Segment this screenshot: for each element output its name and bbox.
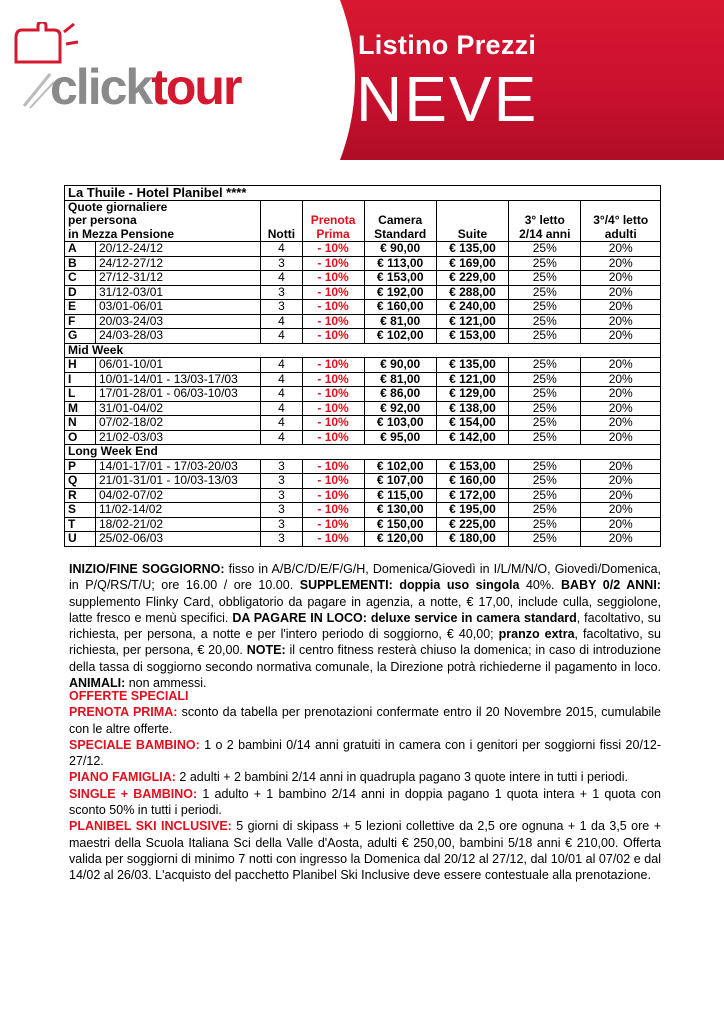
- row-camera: € 115,00: [364, 488, 436, 503]
- table-row: [65, 401, 661, 416]
- row-code: D: [65, 285, 96, 300]
- row-code: U: [65, 532, 96, 547]
- logo: [0, 0, 340, 160]
- supplementi-label: SUPPLEMENTI: doppia uso singola: [299, 578, 520, 593]
- row-camera: € 150,00: [364, 517, 436, 532]
- row-prenota: - 10%: [302, 372, 364, 387]
- table-row: [65, 517, 661, 532]
- row-dates: 24/03-28/03: [95, 329, 260, 344]
- row-suite: € 195,00: [436, 503, 508, 518]
- row-letto34: 20%: [581, 517, 661, 532]
- row-suite: € 240,00: [436, 300, 508, 315]
- row-suite: € 153,00: [436, 329, 508, 344]
- row-letto34: 20%: [581, 387, 661, 402]
- table-row: [65, 271, 661, 286]
- row-letto34: 20%: [581, 532, 661, 547]
- logo-wordmark: [50, 58, 240, 116]
- row-letto34: 20%: [581, 358, 661, 373]
- row-dates: 21/01-31/01 - 10/03-13/03: [95, 474, 260, 489]
- row-dates: 10/01-14/01 - 13/03-17/03: [95, 372, 260, 387]
- baby-label: BABY 0/2 ANNI:: [561, 578, 661, 593]
- row-letto34: 20%: [581, 271, 661, 286]
- offer-single: SINGLE + BAMBINO: 1 adulto + 1 bambino 2/14 anni in doppia pagano 1 quota intera + 1 quota con sconto 50% in tutti i periodi.: [69, 786, 661, 818]
- row-dates: 06/01-10/01: [95, 358, 260, 373]
- table-row: [65, 503, 661, 518]
- row-dates: 20/12-24/12: [95, 242, 260, 257]
- pagare-text: , facoltativo, su richiesta, per persona, a notte e per l'intero periodo di soggiorno, € 40,00;: [69, 610, 662, 642]
- row-letto34: 20%: [581, 416, 661, 431]
- row-letto34: 20%: [581, 285, 661, 300]
- hotel-name: La Thuile - Hotel Planibel ****: [65, 186, 661, 201]
- row-dates: 21/02-03/03: [95, 430, 260, 445]
- row-suite: € 288,00: [436, 285, 508, 300]
- table-header-row: [65, 200, 661, 242]
- row-notti: 3: [261, 532, 302, 547]
- row-camera: € 130,00: [364, 503, 436, 518]
- row-letto3: 25%: [509, 430, 581, 445]
- row-code: I: [65, 372, 96, 387]
- col-letto34: 3°/4° letto adulti: [581, 200, 661, 242]
- row-suite: € 172,00: [436, 488, 508, 503]
- row-notti: 3: [261, 459, 302, 474]
- row-camera: € 90,00: [364, 358, 436, 373]
- page-header: [0, 0, 724, 160]
- row-letto34: 20%: [581, 488, 661, 503]
- row-code: Q: [65, 474, 96, 489]
- row-prenota: - 10%: [302, 271, 364, 286]
- row-prenota: - 10%: [302, 242, 364, 257]
- table-row: [65, 242, 661, 257]
- table-row: [65, 532, 661, 547]
- table-row: [65, 416, 661, 431]
- row-code: E: [65, 300, 96, 315]
- row-prenota: - 10%: [302, 416, 364, 431]
- row-letto34: 20%: [581, 329, 661, 344]
- row-notti: 3: [261, 300, 302, 315]
- row-letto34: 20%: [581, 459, 661, 474]
- row-letto34: 20%: [581, 372, 661, 387]
- row-dates: 31/01-04/02: [95, 401, 260, 416]
- row-camera: € 102,00: [364, 329, 436, 344]
- header-subtitle: NEVE: [356, 63, 539, 135]
- row-prenota: - 10%: [302, 459, 364, 474]
- row-notti: 3: [261, 488, 302, 503]
- row-dates: 07/02-18/02: [95, 416, 260, 431]
- row-suite: € 169,00: [436, 256, 508, 271]
- animali-text: non ammessi.: [125, 676, 207, 691]
- row-prenota: - 10%: [302, 300, 364, 315]
- row-code: L: [65, 387, 96, 402]
- row-suite: € 121,00: [436, 314, 508, 329]
- row-prenota: - 10%: [302, 430, 364, 445]
- row-letto3: 25%: [509, 416, 581, 431]
- offer-ski: PLANIBEL SKI INCLUSIVE: 5 giorni di skipass + 5 lezioni collettive da 2,5 ore ognuna + 1 da 3,5 ore + maestri della Scuola Italiana Sci della Valle d'Aosta, adulti € 250,00, bambini 5/18 anni € 210,00. Offerta valida per soggiorni di minimo 7 notti con ingresso la Domenica dal 20/12 al 27/12, dal 10/01 al 07/02 e dal 14/02 al 26/03. L'acquisto del pacchetto Planibel Ski Inclusive deve essere contestuale alla prenotazione.: [69, 819, 661, 883]
- row-prenota: - 10%: [302, 358, 364, 373]
- row-code: F: [65, 314, 96, 329]
- row-camera: € 103,00: [364, 416, 436, 431]
- row-letto3: 25%: [509, 503, 581, 518]
- row-dates: 14/01-17/01 - 17/03-20/03: [95, 459, 260, 474]
- row-notti: 4: [261, 358, 302, 373]
- row-dates: 11/02-14/02: [95, 503, 260, 518]
- row-letto3: 25%: [509, 271, 581, 286]
- row-letto3: 25%: [509, 401, 581, 416]
- row-notti: 3: [261, 517, 302, 532]
- row-camera: € 86,00: [364, 387, 436, 402]
- price-table: [64, 185, 661, 547]
- table-row: [65, 430, 661, 445]
- row-letto3: 25%: [509, 474, 581, 489]
- table-row: [65, 474, 661, 489]
- row-letto3: 25%: [509, 285, 581, 300]
- row-letto3: 25%: [509, 488, 581, 503]
- row-prenota: - 10%: [302, 285, 364, 300]
- row-notti: 4: [261, 314, 302, 329]
- row-letto3: 25%: [509, 532, 581, 547]
- baby-text: supplemento Flinky Card, obbligatorio da pagare in agenzia, a notte, € 17,00, include culla, seggiolone, latte fresco e menù specifici.: [69, 594, 661, 625]
- row-dates: 31/12-03/01: [95, 285, 260, 300]
- group-longweekend: Long Week End: [65, 445, 661, 460]
- row-code: G: [65, 329, 96, 344]
- table-row: [65, 488, 661, 503]
- row-suite: € 225,00: [436, 517, 508, 532]
- table-row: [65, 314, 661, 329]
- row-camera: € 113,00: [364, 256, 436, 271]
- col-suite: Suite: [436, 200, 508, 242]
- offer-prenota: PRENOTA PRIMA: sconto da tabella per prenotazioni confermate entro il 20 Novembre 2015, cumulabile con le altre offerte.: [69, 705, 661, 736]
- row-suite: € 135,00: [436, 242, 508, 257]
- row-dates: 25/02-06/03: [95, 532, 260, 547]
- row-prenota: - 10%: [302, 329, 364, 344]
- row-camera: € 160,00: [364, 300, 436, 315]
- row-letto3: 25%: [509, 242, 581, 257]
- row-suite: € 135,00: [436, 358, 508, 373]
- row-code: A: [65, 242, 96, 257]
- row-camera: € 90,00: [364, 242, 436, 257]
- row-notti: 4: [261, 430, 302, 445]
- row-code: N: [65, 416, 96, 431]
- offer-bambino: SPECIALE BAMBINO: 1 o 2 bambini 0/14 anni gratuiti in camera con i genitori per soggiorni fissi 20/12-27/12.: [69, 737, 661, 769]
- row-letto34: 20%: [581, 256, 661, 271]
- row-letto3: 25%: [509, 517, 581, 532]
- col-prenota: Prenota Prima: [302, 200, 364, 242]
- col-letto3: 3° letto 2/14 anni: [509, 200, 581, 242]
- row-notti: 4: [261, 271, 302, 286]
- table-row: [65, 285, 661, 300]
- row-notti: 3: [261, 256, 302, 271]
- row-code: M: [65, 401, 96, 416]
- row-prenota: - 10%: [302, 532, 364, 547]
- row-suite: € 138,00: [436, 401, 508, 416]
- row-suite: € 229,00: [436, 271, 508, 286]
- row-code: P: [65, 459, 96, 474]
- note-text: il centro fitness resterà chiuso la domenica; in caso di introduzione della tassa di soggiorno secondo normativa comunale, la Direzione potrà richiederne il pagamento in loco.: [69, 643, 661, 674]
- row-notti: 4: [261, 372, 302, 387]
- inizio-text: fisso in A/B/C/D/E/F/G/H, Domenica/Giovedì in I/L/M/N/O, Giovedì/Domenica, in P/Q/RS/T/U; ore 16.00 / ore 10.00.: [69, 562, 661, 593]
- row-code: T: [65, 517, 96, 532]
- row-suite: € 160,00: [436, 474, 508, 489]
- row-code: S: [65, 503, 96, 518]
- row-letto3: 25%: [509, 387, 581, 402]
- row-prenota: - 10%: [302, 256, 364, 271]
- row-suite: € 180,00: [436, 532, 508, 547]
- table-row: [65, 256, 661, 271]
- table-row: [65, 459, 661, 474]
- row-dates: 27/12-31/12: [95, 271, 260, 286]
- table-row: [65, 329, 661, 344]
- row-letto34: 20%: [581, 430, 661, 445]
- pagare-label: DA PAGARE IN LOCO: deluxe service in camera standard: [232, 610, 577, 625]
- row-notti: 3: [261, 285, 302, 300]
- table-row: [65, 372, 661, 387]
- offers-title: OFFERTE SPECIALI: [69, 689, 189, 703]
- group-midweek: Mid Week: [65, 343, 661, 358]
- row-letto3: 25%: [509, 358, 581, 373]
- row-suite: € 153,00: [436, 459, 508, 474]
- row-code: H: [65, 358, 96, 373]
- supplementi-text: 40%.: [519, 578, 562, 593]
- row-camera: € 153,00: [364, 271, 436, 286]
- row-notti: 3: [261, 503, 302, 518]
- row-dates: 17/01-28/01 - 06/03-10/03: [95, 387, 260, 402]
- row-suite: € 142,00: [436, 430, 508, 445]
- row-letto3: 25%: [509, 314, 581, 329]
- row-prenota: - 10%: [302, 488, 364, 503]
- row-camera: € 81,00: [364, 372, 436, 387]
- offer-famiglia: PIANO FAMIGLIA: 2 adulti + 2 bambini 2/14 anni in quadrupla pagano 3 quote intere in tutti i periodi.: [69, 770, 629, 785]
- row-prenota: - 10%: [302, 517, 364, 532]
- row-letto34: 20%: [581, 474, 661, 489]
- logo-click: click: [50, 59, 152, 115]
- offers-section: [69, 688, 661, 884]
- notes-section: [69, 561, 661, 691]
- row-letto3: 25%: [509, 300, 581, 315]
- row-dates: 24/12-27/12: [95, 256, 260, 271]
- row-prenota: - 10%: [302, 387, 364, 402]
- row-camera: € 81,00: [364, 314, 436, 329]
- row-letto3: 25%: [509, 459, 581, 474]
- pranzo-label: pranzo extra: [498, 627, 575, 642]
- row-code: B: [65, 256, 96, 271]
- row-prenota: - 10%: [302, 401, 364, 416]
- row-camera: € 192,00: [364, 285, 436, 300]
- header-title: Listino Prezzi: [358, 30, 537, 60]
- row-code: O: [65, 430, 96, 445]
- row-camera: € 107,00: [364, 474, 436, 489]
- row-camera: € 120,00: [364, 532, 436, 547]
- row-notti: 4: [261, 387, 302, 402]
- row-letto3: 25%: [509, 372, 581, 387]
- col-notti: Notti: [261, 200, 302, 242]
- row-dates: 03/01-06/01: [95, 300, 260, 315]
- table-row: [65, 358, 661, 373]
- row-letto34: 20%: [581, 314, 661, 329]
- row-notti: 4: [261, 329, 302, 344]
- row-suite: € 129,00: [436, 387, 508, 402]
- row-camera: € 92,00: [364, 401, 436, 416]
- note-label: NOTE:: [246, 643, 286, 658]
- row-notti: 4: [261, 416, 302, 431]
- row-camera: € 95,00: [364, 430, 436, 445]
- logo-tour: tour: [151, 59, 241, 115]
- row-letto34: 20%: [581, 242, 661, 257]
- pranzo-text: , facoltativo, su richiesta, per persona, € 20,00.: [69, 627, 661, 658]
- row-letto3: 25%: [509, 256, 581, 271]
- row-notti: 4: [261, 242, 302, 257]
- table-row: [65, 387, 661, 402]
- animali-label: ANIMALI:: [69, 676, 126, 691]
- row-letto34: 20%: [581, 300, 661, 315]
- row-letto3: 25%: [509, 329, 581, 344]
- row-prenota: - 10%: [302, 474, 364, 489]
- row-letto34: 20%: [581, 503, 661, 518]
- row-suite: € 154,00: [436, 416, 508, 431]
- col-quote: Quote giornaliere per persona in Mezza Pensione: [65, 200, 261, 242]
- row-suite: € 121,00: [436, 372, 508, 387]
- row-code: C: [65, 271, 96, 286]
- row-camera: € 102,00: [364, 459, 436, 474]
- row-letto34: 20%: [581, 401, 661, 416]
- inizio-label: INIZIO/FINE SOGGIORNO:: [69, 562, 225, 576]
- row-code: R: [65, 488, 96, 503]
- row-notti: 4: [261, 401, 302, 416]
- row-dates: 04/02-07/02: [95, 488, 260, 503]
- row-prenota: - 10%: [302, 314, 364, 329]
- col-camera: Camera Standard: [364, 200, 436, 242]
- row-dates: 18/02-21/02: [95, 517, 260, 532]
- row-notti: 3: [261, 474, 302, 489]
- row-prenota: - 10%: [302, 503, 364, 518]
- table-row: [65, 300, 661, 315]
- row-dates: 20/03-24/03: [95, 314, 260, 329]
